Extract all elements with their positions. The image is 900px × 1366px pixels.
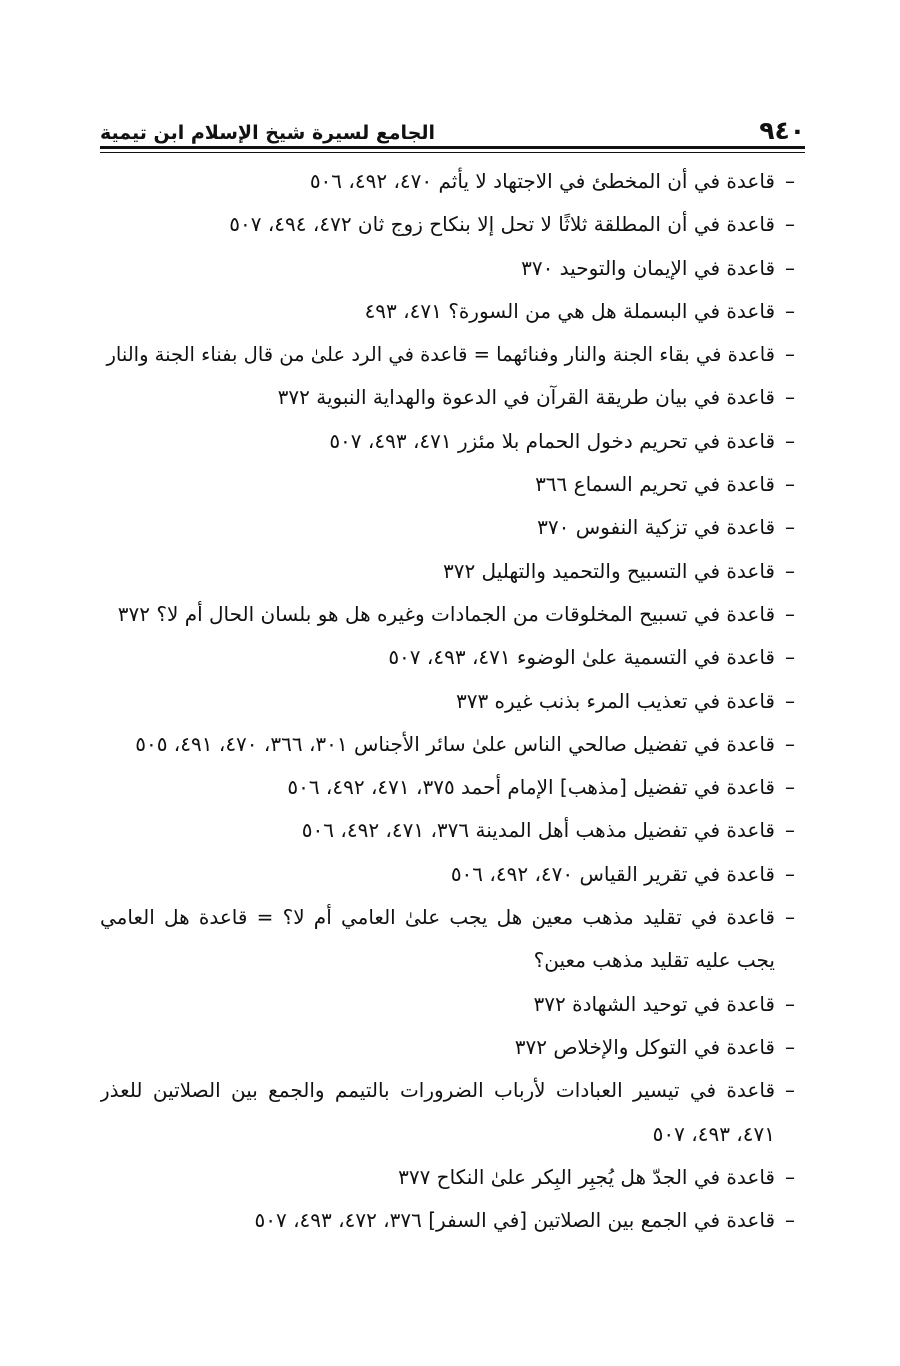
header-rule-thick [100, 146, 805, 149]
entry-text: قاعدة في الجدّ هل يُجبِر البِكر علىٰ النكاح ٣٧٧ [398, 1164, 775, 1189]
entry-text: قاعدة في تزكية النفوس ٣٧٠ [537, 515, 775, 540]
index-entry [100, 680, 805, 723]
entry-text: قاعدة في بيان طريقة القرآن في الدعوة والهداية النبوية ٣٧٢ [277, 385, 775, 410]
entry-dash: – [785, 1208, 795, 1233]
entry-text: قاعدة في تعذيب المرء بذنب غيره ٣٧٣ [455, 688, 775, 713]
index-entry [100, 333, 805, 376]
index-entry [100, 463, 805, 506]
page-number: ٩٤٠ [759, 116, 805, 145]
entry-dash: – [785, 818, 795, 843]
entry-dash: – [785, 472, 795, 497]
index-entry [100, 593, 805, 636]
entry-dash: – [785, 775, 795, 800]
index-entry [100, 1156, 805, 1199]
entry-text: قاعدة في التوكل والإخلاص ٣٧٢ [514, 1034, 775, 1059]
running-title: الجامع لسيرة شيخ الإسلام ابن تيمية [100, 122, 436, 144]
entry-text: قاعدة في تقرير القياس ٤٧٠، ٤٩٢، ٥٠٦ [450, 861, 775, 886]
index-entry [100, 983, 805, 1026]
index-entry [100, 203, 805, 246]
entry-text: قاعدة في تيسير العبادات لأرباب الضرورات بالتيمم والجمع بين الصلاتين للعذر ٤٧١، ٤٩٣، ٥٠٧ [100, 1078, 775, 1146]
entry-dash: – [785, 861, 795, 886]
index-entry [100, 160, 805, 203]
index-entry [100, 1199, 805, 1242]
running-header [100, 110, 805, 146]
entry-text: قاعدة في بقاء الجنة والنار وفنائهما = قاعدة في الرد علىٰ من قال بفناء الجنة والنار [106, 343, 775, 367]
entry-dash: – [785, 688, 795, 713]
index-entry [100, 809, 805, 852]
entry-dash: – [785, 385, 795, 410]
header-rule-thin [100, 152, 805, 153]
entry-dash: – [785, 645, 795, 670]
entry-dash: – [785, 169, 795, 193]
index-entry [100, 247, 805, 290]
index-entry [100, 1026, 805, 1069]
entry-text: قاعدة في تقليد مذهب معين هل يجب علىٰ العامي أم لا؟ = قاعدة هل العامي يجب عليه تقليد مذهب معين؟ [100, 905, 775, 973]
index-entry [100, 896, 805, 983]
entry-text: قاعدة في توحيد الشهادة ٣٧٢ [533, 991, 775, 1016]
entry-text: قاعدة في الإيمان والتوحيد ٣٧٠ [521, 255, 775, 280]
entry-text: قاعدة في تحريم دخول الحمام بلا مئزر ٤٧١، ٤٩٣، ٥٠٧ [329, 428, 775, 453]
entry-text: قاعدة في تفضيل مذهب أهل المدينة ٣٧٦، ٤٧١، ٤٩٢، ٥٠٦ [301, 818, 775, 843]
entry-dash: – [785, 428, 795, 453]
index-entry [100, 550, 805, 593]
entry-text: قاعدة في تحريم السماع ٣٦٦ [535, 472, 775, 497]
entry-dash: – [785, 298, 795, 323]
entry-dash: – [785, 1078, 795, 1103]
entry-text: قاعدة في تفضيل [مذهب] الإمام أحمد ٣٧٥، ٤٧١، ٤٩٢، ٥٠٦ [287, 775, 775, 800]
index-entry [100, 1069, 805, 1156]
entry-dash: – [785, 342, 795, 367]
entry-dash: – [785, 515, 795, 540]
entry-text: قاعدة في الجمع بين الصلاتين [في السفر] ٣٧٦، ٤٧٢، ٤٩٣، ٥٠٧ [254, 1208, 775, 1233]
entry-text: قاعدة في أن المطلقة ثلاثًا لا تحل إلا بنكاح زوج ثان ٤٧٢، ٤٩٤، ٥٠٧ [229, 212, 775, 237]
entry-dash: – [785, 558, 795, 583]
entry-dash: – [785, 601, 795, 626]
index-entry [100, 420, 805, 463]
index-entry [100, 766, 805, 809]
entry-dash: – [785, 991, 795, 1016]
index-entry [100, 290, 805, 333]
entry-dash: – [785, 1164, 795, 1189]
entry-text: قاعدة في أن المخطئ في الاجتهاد لا يأثم ٤٧٠، ٤٩٢، ٥٠٦ [309, 169, 775, 193]
entry-text: قاعدة في التسبيح والتحميد والتهليل ٣٧٢ [442, 558, 775, 583]
entry-text: قاعدة في تسبيح المخلوقات من الجمادات وغيره هل هو بلسان الحال أم لا؟ ٣٧٢ [117, 601, 775, 626]
index-entries [100, 160, 805, 1242]
entry-dash: – [785, 212, 795, 237]
entry-text: قاعدة في التسمية علىٰ الوضوء ٤٧١، ٤٩٣، ٥٠٧ [388, 645, 775, 670]
index-entry [100, 506, 805, 549]
index-entry [100, 723, 805, 766]
entry-dash: – [785, 905, 795, 930]
index-entry [100, 636, 805, 679]
entry-text: قاعدة في تفضيل صالحي الناس علىٰ سائر الأجناس ٣٠١، ٣٦٦، ٤٧٠، ٤٩١، ٥٠٥ [135, 731, 775, 756]
entry-dash: – [785, 731, 795, 756]
index-entry [100, 853, 805, 896]
entry-dash: – [785, 255, 795, 280]
index-entry [100, 376, 805, 419]
entry-dash: – [785, 1034, 795, 1059]
entry-text: قاعدة في البسملة هل هي من السورة؟ ٤٧١، ٤٩٣ [364, 298, 775, 323]
